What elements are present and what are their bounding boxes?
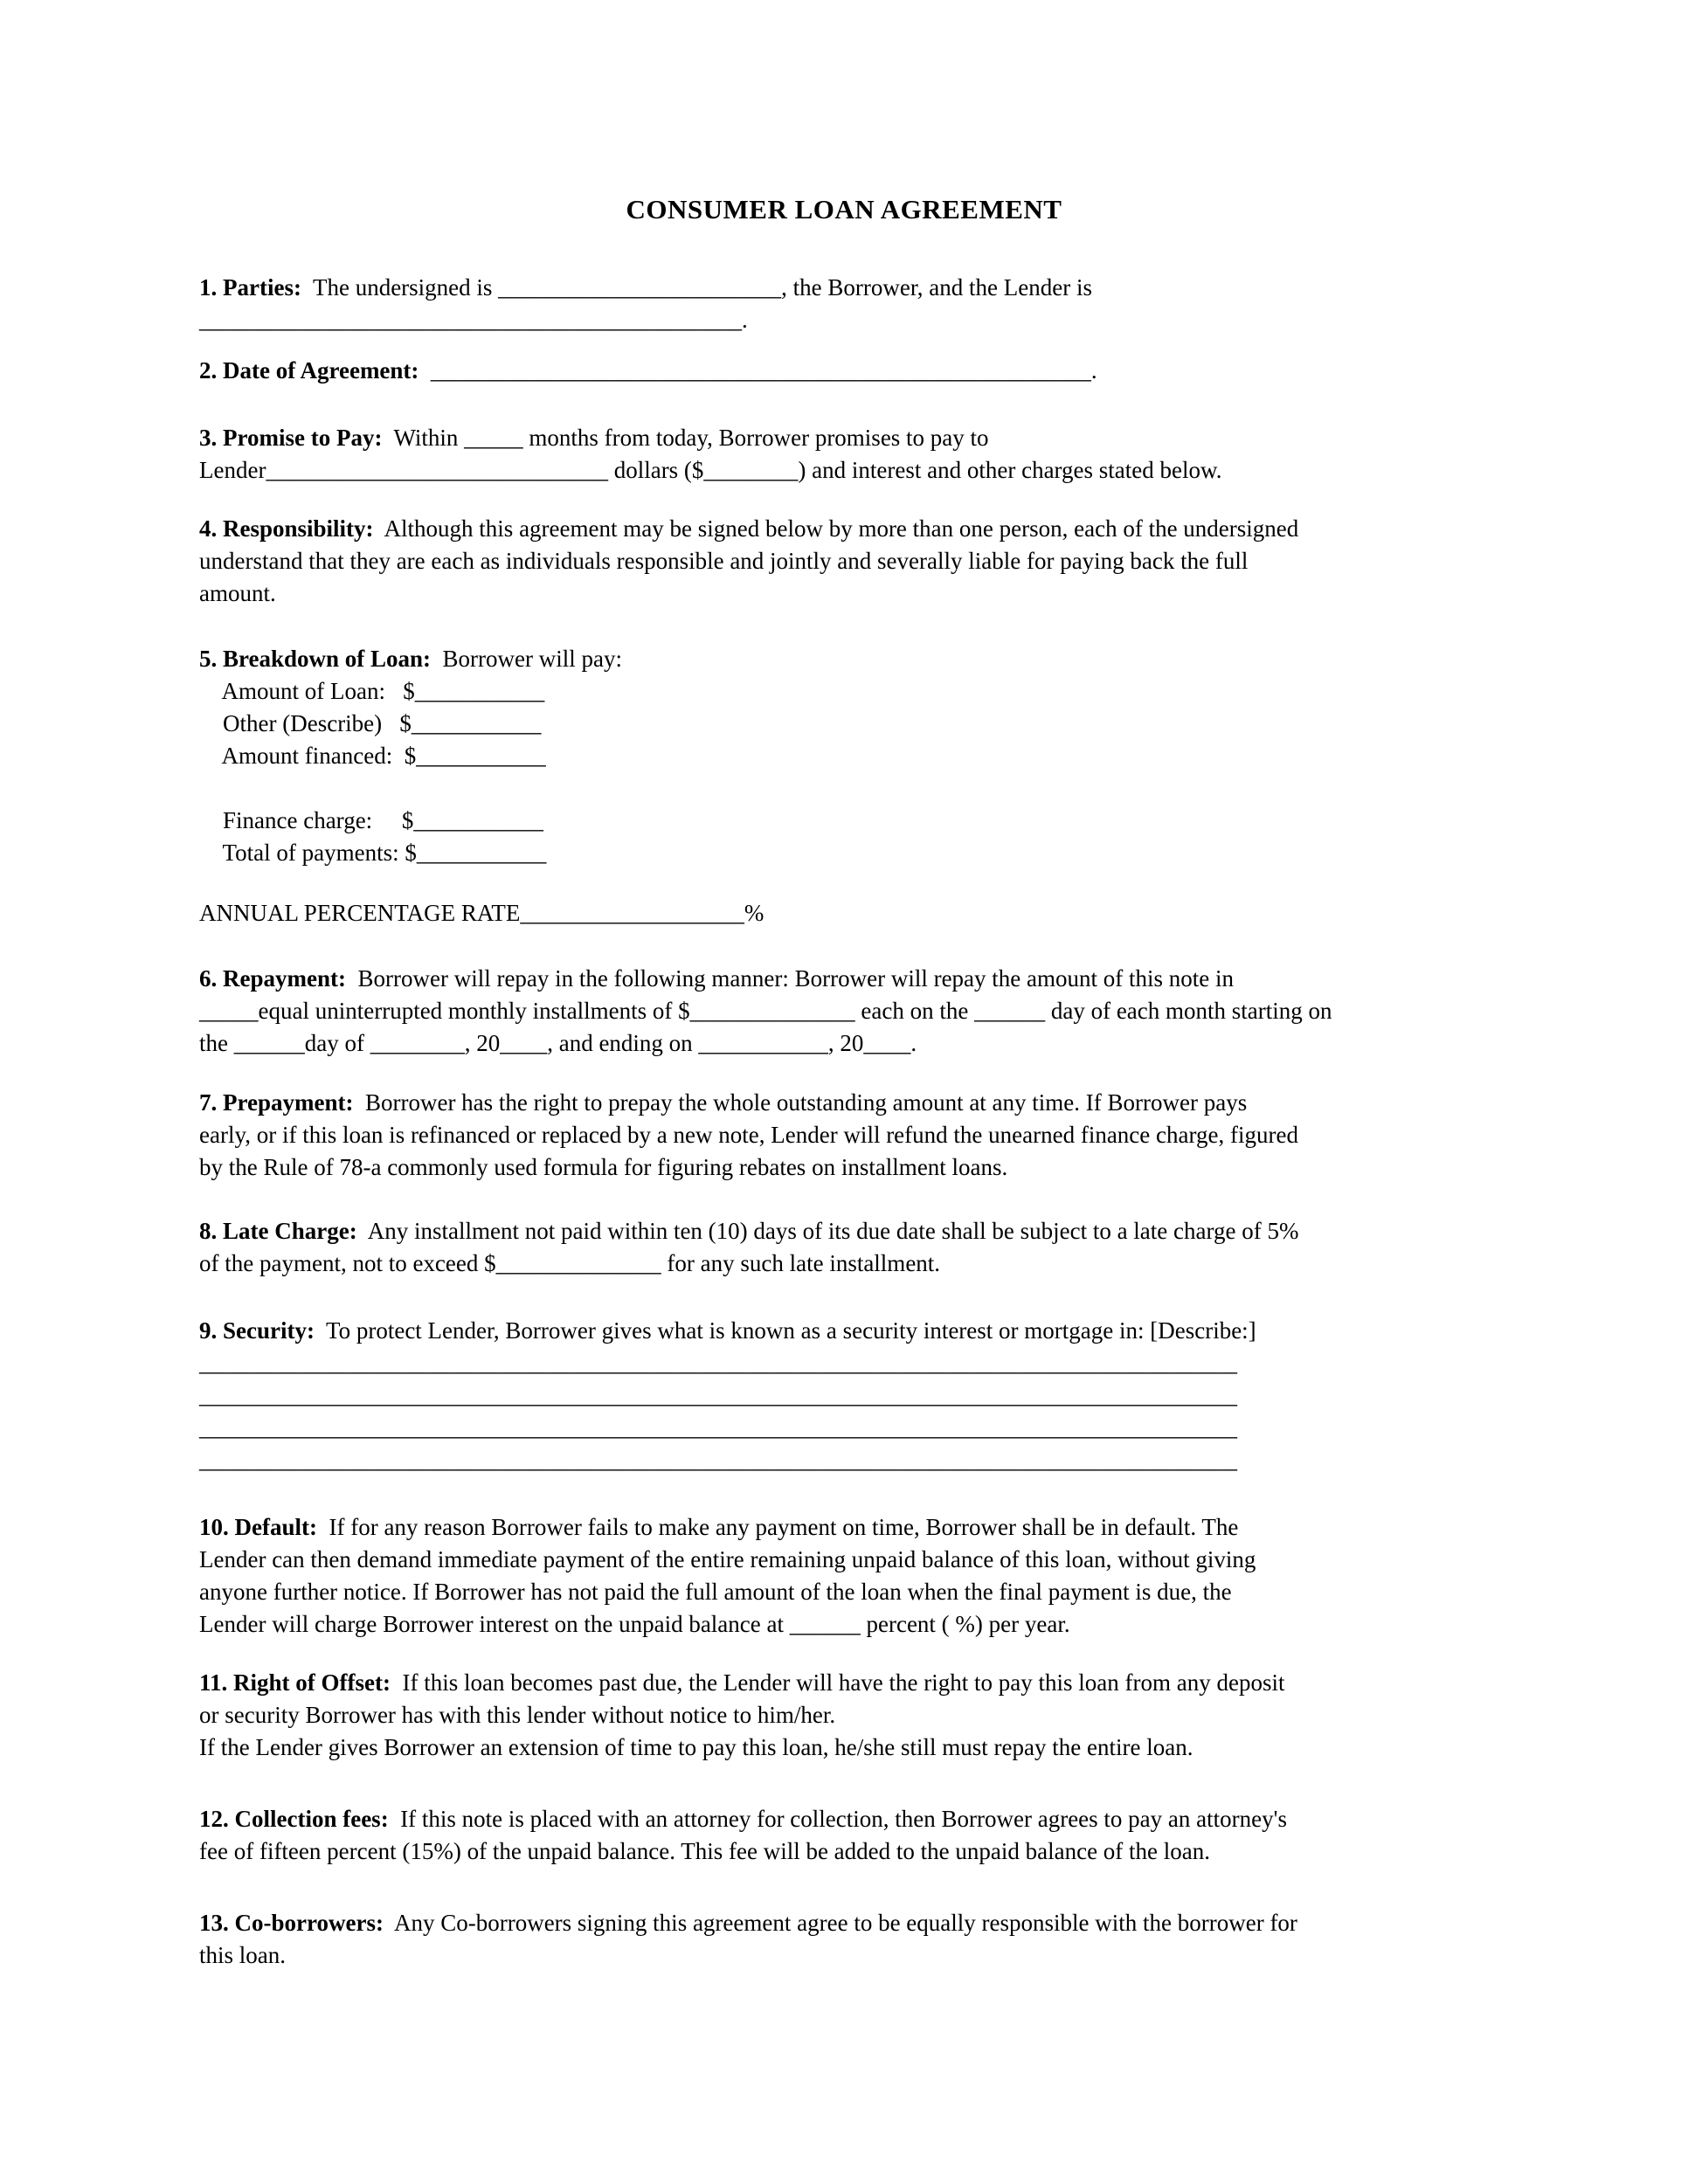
section-date-of-agreement — [199, 355, 1566, 387]
section-label: 5. Breakdown of Loan: — [199, 646, 432, 672]
section-label: 2. Date of Agreement: — [199, 357, 419, 384]
doc-line: anyone further notice. If Borrower has not paid the full amount of the loan when the final payment is due, the — [199, 1579, 1232, 1605]
section-label: 13. Co-borrowers: — [199, 1910, 384, 1936]
doc-line: ANNUAL PERCENTAGE RATE___________________% — [199, 900, 764, 926]
doc-line: by the Rule of 78-a commonly used formula for figuring rebates on installment loans. — [199, 1154, 1008, 1180]
doc-line: of the payment, not to exceed $______________ for any such late installment. — [199, 1250, 941, 1276]
section-repayment — [199, 963, 1566, 1060]
doc-line: the ______day of ________, 20____, and ending on ___________, 20____. — [199, 1030, 917, 1056]
section-label: 6. Repayment: — [199, 965, 346, 992]
section-right-of-offset — [199, 1667, 1566, 1764]
document-title: CONSUMER LOAN AGREEMENT — [626, 194, 1062, 225]
doc-line: ________________________________________________________________________________________ — [199, 1447, 1237, 1473]
doc-line: ________________________________________________________________________________________ — [199, 1382, 1237, 1408]
doc-line: fee of fifteen percent (15%) of the unpaid balance. This fee will be added to the unpaid balance of the loan. — [199, 1838, 1211, 1864]
doc-line: Amount financed: $___________ — [199, 743, 546, 769]
section-label: 1. Parties: — [199, 274, 301, 301]
section-label: 9. Security: — [199, 1317, 315, 1344]
doc-line: Other (Describe) $___________ — [199, 710, 542, 736]
section-annual-percentage-rate — [199, 897, 1566, 930]
doc-line: Amount of Loan: $___________ — [199, 678, 545, 704]
doc-line: 2. Date of Agreement: ________________________________________________________. — [199, 357, 1097, 384]
doc-line: _____equal uninterrupted monthly installments of $______________ each on the ______ day of each month starting on — [199, 998, 1332, 1024]
doc-line — [199, 772, 1566, 805]
doc-line: Lender_____________________________ dollars ($________) and interest and other charges stated below. — [199, 457, 1222, 483]
doc-line: 3. Promise to Pay: Within _____ months from today, Borrower promises to pay to — [199, 425, 989, 451]
doc-line: Lender will charge Borrower interest on the unpaid balance at ______ percent ( %) per year. — [199, 1611, 1070, 1637]
doc-line: 5. Breakdown of Loan: Borrower will pay: — [199, 646, 622, 672]
section-label: 4. Responsibility: — [199, 515, 374, 542]
doc-line: understand that they are each as individuals responsible and jointly and severally liable for paying back the full — [199, 548, 1249, 574]
document-body — [199, 272, 1566, 1972]
section-default — [199, 1511, 1566, 1641]
section-label: 11. Right of Offset: — [199, 1669, 391, 1696]
doc-line: 13. Co-borrowers: Any Co-borrowers signing this agreement agree to be equally responsible with the borrower for — [199, 1910, 1297, 1936]
section-label: 10. Default: — [199, 1514, 317, 1540]
doc-line: If the Lender gives Borrower an extension of time to pay this loan, he/she still must repay the entire loan. — [199, 1734, 1193, 1760]
section-label: 3. Promise to Pay: — [199, 425, 383, 451]
doc-line: 6. Repayment: Borrower will repay in the following manner: Borrower will repay the amount of this note in — [199, 965, 1234, 992]
doc-line: 1. Parties: The undersigned is ________________________, the Borrower, and the Lender is — [199, 274, 1092, 301]
section-late-charge — [199, 1215, 1566, 1280]
doc-line: 11. Right of Offset: If this loan becomes past due, the Lender will have the right to pay this loan from any deposit — [199, 1669, 1285, 1696]
doc-line: amount. — [199, 580, 276, 606]
doc-line: ________________________________________________________________________________________ — [199, 1414, 1237, 1441]
section-promise-to-pay — [199, 422, 1566, 487]
doc-line: early, or if this loan is refinanced or replaced by a new note, Lender will refund the unearned finance charge, figured — [199, 1122, 1298, 1148]
doc-line: 12. Collection fees: If this note is placed with an attorney for collection, then Borrower agrees to pay an attorney's — [199, 1806, 1287, 1832]
doc-line: 10. Default: If for any reason Borrower fails to make any payment on time, Borrower shall be in default. The — [199, 1514, 1239, 1540]
doc-line: Finance charge: $___________ — [199, 807, 543, 833]
doc-line: ______________________________________________. — [199, 307, 748, 333]
section-co-borrowers — [199, 1907, 1566, 1972]
section-label: 12. Collection fees: — [199, 1806, 389, 1832]
doc-line: 4. Responsibility: Although this agreement may be signed below by more than one person, each of the undersigned — [199, 515, 1299, 542]
doc-line: Total of payments: $___________ — [199, 840, 547, 866]
section-responsibility — [199, 513, 1566, 610]
doc-line: this loan. — [199, 1942, 286, 1968]
section-breakdown-of-loan — [199, 643, 1566, 869]
section-label: 8. Late Charge: — [199, 1218, 357, 1244]
doc-line: or security Borrower has with this lender without notice to him/her. — [199, 1702, 836, 1728]
section-security — [199, 1315, 1566, 1476]
section-parties — [199, 272, 1566, 336]
section-prepayment — [199, 1087, 1566, 1184]
doc-line: ________________________________________________________________________________________ — [199, 1350, 1237, 1376]
section-label: 7. Prepayment: — [199, 1089, 354, 1116]
doc-line: Lender can then demand immediate payment of the entire remaining unpaid balance of this loan, without giving — [199, 1546, 1256, 1572]
doc-line: 9. Security: To protect Lender, Borrower gives what is known as a security interest or mortgage in: [Describe:] — [199, 1317, 1256, 1344]
doc-line: 8. Late Charge: Any installment not paid within ten (10) days of its due date shall be subject to a late charge of 5% — [199, 1218, 1299, 1244]
section-collection-fees — [199, 1803, 1566, 1868]
doc-line: 7. Prepayment: Borrower has the right to prepay the whole outstanding amount at any time. If Borrower pays — [199, 1089, 1248, 1116]
